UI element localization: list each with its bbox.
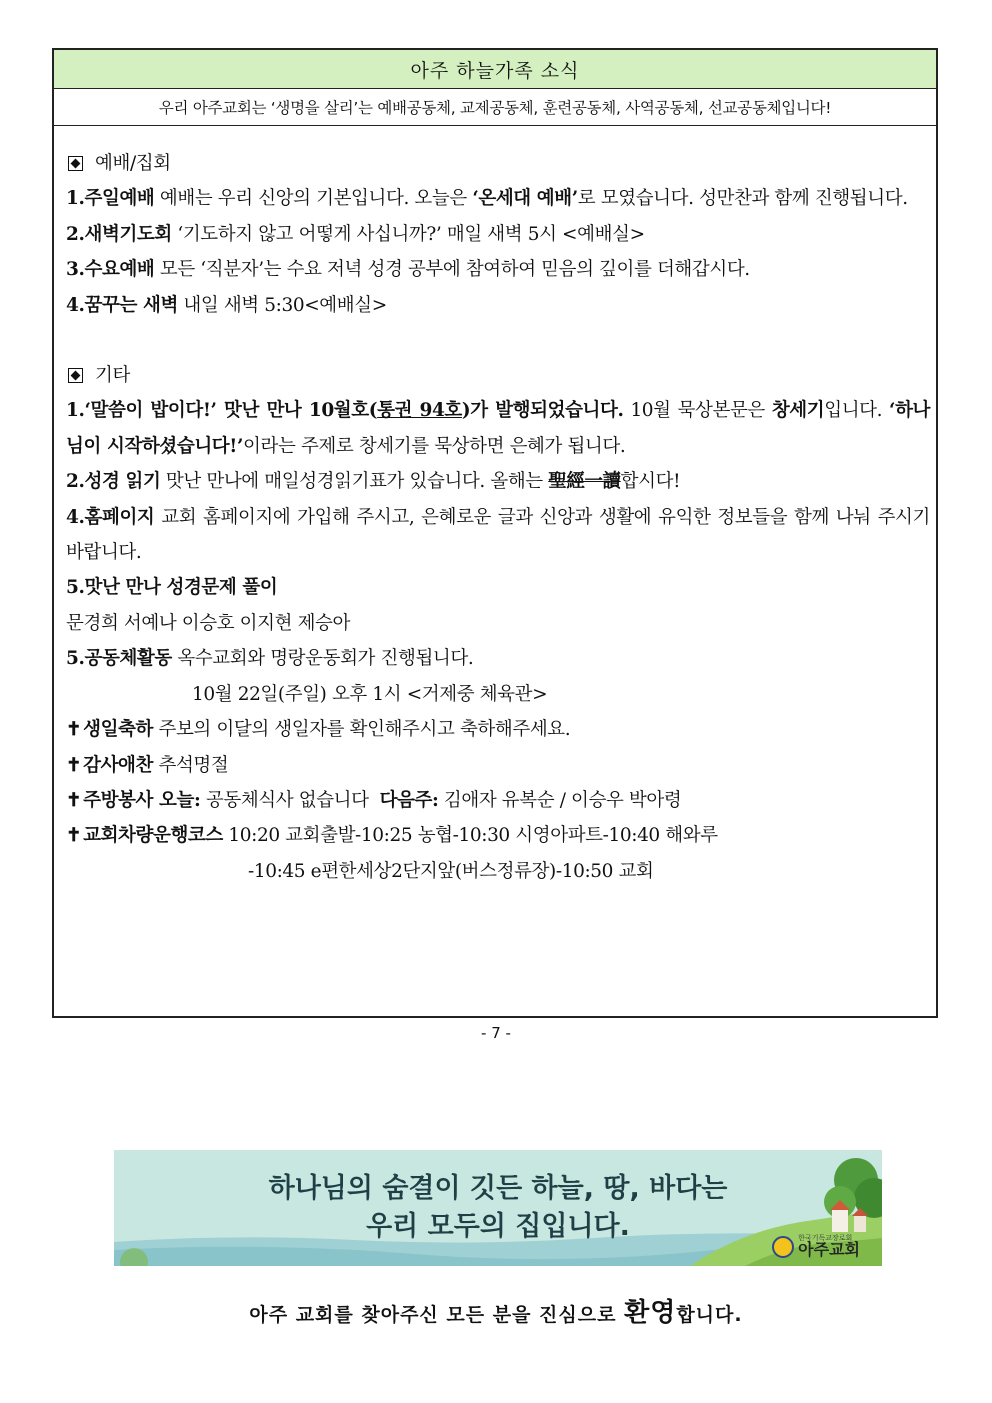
logo-denomination: 한국기독교장로회: [798, 1234, 853, 1242]
dreaming-dawn-label: 4.꿈꾸는 새벽: [66, 294, 178, 316]
diamond-box-icon: [68, 156, 83, 171]
etc-item-kitchen: [66, 783, 930, 818]
cross-icon: ✝: [66, 789, 82, 811]
content-body: [66, 146, 930, 889]
bible-reading-text: 맛난 만나에 매일성경읽기표가 있습니다. 올해는: [160, 471, 549, 493]
diamond-box-icon: [68, 368, 83, 383]
community-label: 5.공동체활동: [66, 648, 172, 670]
etc-item-manna: [66, 393, 930, 464]
page-title: 아주 하늘가족 소식: [54, 50, 936, 89]
banner-line-1: 하나님의 숨결이 깃든 하늘, 땅, 바다는: [268, 1173, 728, 1204]
page-number: - 7 -: [481, 1024, 511, 1042]
etc-item-bus: [66, 818, 930, 853]
etc-item-thanks: [66, 748, 930, 783]
bible-reading-label: 2.성경 읽기: [66, 471, 161, 493]
worship-item-dreaming-dawn: [66, 288, 930, 323]
manna-text-3: 이라는 주제로 창세기를 묵상하면 은혜가 됩니다.: [243, 435, 626, 457]
etc-heading: [66, 358, 930, 393]
welcome-message: [0, 1292, 992, 1329]
birthday-label: 생일축하: [83, 719, 153, 741]
thanks-label: 감사애찬: [83, 754, 153, 776]
church-emblem-icon: [772, 1236, 794, 1258]
dawn-prayer-text: ‘기도하지 않고 어떻게 사십니까?’ 매일 새벽 5시 <예배실>: [171, 223, 645, 245]
mission-statement: 우리 아주교회는 ‘생명을 살리’는 예배공동체, 교제공동체, 훈련공동체, 사역공동체, 선교공동체입니다!: [54, 89, 936, 126]
all-generation-worship: ‘온세대 예배’: [472, 188, 578, 210]
welcome-text-end: 합니다.: [676, 1304, 743, 1326]
welcome-text: 아주 교회를 찾아주신 모든 분을 진심으로: [249, 1304, 625, 1326]
welcome-emphasis: 환영: [624, 1298, 677, 1328]
etc-item-birthday: [66, 712, 930, 747]
bus-text-continued: -10:45 e편한세상2단지앞(버스정류장)-10:50 교회: [248, 860, 654, 882]
kitchen-label: 주방봉사 오늘:: [83, 789, 201, 811]
homepage-text: 교회 홈페이지에 가입해 주시고, 은혜로운 글과 신앙과 생활에 유익한 정보들을 함께 나눠 주시기 바랍니다.: [66, 506, 930, 564]
sunday-worship-label: 1.주일예배: [66, 188, 155, 210]
kitchen-next: 김애자 유복순 / 이승우 박아령: [438, 789, 682, 811]
welcome-banner: [114, 1150, 882, 1266]
etc-item-bible-reading: [66, 464, 930, 499]
bible-reading-text-end: 합시다!: [620, 471, 681, 493]
sunday-worship-text: 예배는 우리 신앙의 기본입니다. 오늘은: [154, 188, 473, 210]
church-logo: [772, 1235, 860, 1258]
cross-icon: ✝: [66, 719, 82, 741]
dawn-prayer-label: 2.새벽기도회: [66, 223, 172, 245]
community-detail: 10월 22일(주일) 오후 1시 <거제중 체육관>: [192, 683, 548, 705]
etc-item-community: [66, 641, 930, 676]
birthday-text: 주보의 이달의 생일자를 확인해주시고 축하해주세요.: [153, 719, 571, 741]
kitchen-next-label: 다음주:: [379, 789, 439, 811]
manna-text-2: 입니다.: [824, 400, 890, 422]
etc-item-homepage: [66, 500, 930, 571]
community-text: 옥수교회와 명랑운동회가 진행됩니다.: [171, 648, 474, 670]
sunday-worship-text-end: 로 모였습니다. 성만찬과 함께 진행됩니다.: [577, 188, 908, 210]
manna-label: 1.‘말씀이 밥이다!’ 맛난 만나 10월호(: [66, 400, 378, 422]
manna-label-end: )가 발행되었습니다.: [461, 400, 624, 422]
worship-item-dawn: [66, 217, 930, 252]
dreaming-dawn-text: 내일 새벽 5:30<예배실>: [177, 294, 387, 316]
kitchen-today: 공동체식사 없습니다: [200, 789, 369, 811]
manna-issue-number: 통권 94호: [377, 400, 462, 422]
thanks-text: 추석명절: [153, 754, 229, 776]
cross-icon: ✝: [66, 754, 82, 776]
homepage-label: 4.홈페이지: [66, 506, 155, 528]
worship-item-wednesday: [66, 252, 930, 287]
etc-heading-text: 기타: [95, 365, 130, 387]
bus-text: 10:20 교회출발-10:25 농협-10:30 시영아파트-10:40 해와루: [222, 825, 718, 847]
manna-text: 10월 묵상본문은: [623, 400, 772, 422]
bible-reading-hanja: 聖經一讀: [548, 471, 621, 493]
theme-text: ‘하나님이 시작하셨습니다!’: [66, 400, 931, 457]
banner-line-2: 우리 모두의 집입니다.: [366, 1211, 630, 1242]
bus-label: 교회차량운행코스: [83, 825, 223, 847]
cross-icon: ✝: [66, 825, 82, 847]
logo-church-name: 아주교회: [798, 1240, 860, 1259]
wednesday-worship-label: 3.수요예배: [66, 259, 155, 281]
worship-heading-text: 예배/집회: [95, 153, 171, 174]
worship-heading: [66, 146, 930, 181]
worship-item-sunday: [66, 181, 930, 216]
genesis-text: 창세기: [771, 400, 825, 422]
banner-message: [114, 1170, 882, 1246]
wednesday-worship-text: 모든 ‘직분자’는 수요 저녁 성경 공부에 참여하여 믿음의 깊이를 더해갑시다.: [154, 259, 750, 281]
etc-item-quiz: [66, 570, 930, 605]
quiz-label: 5.맛난 만나 성경문제 풀이: [66, 577, 278, 599]
quiz-winners: 문경희 서예나 이승호 이지현 제승아: [66, 612, 350, 634]
